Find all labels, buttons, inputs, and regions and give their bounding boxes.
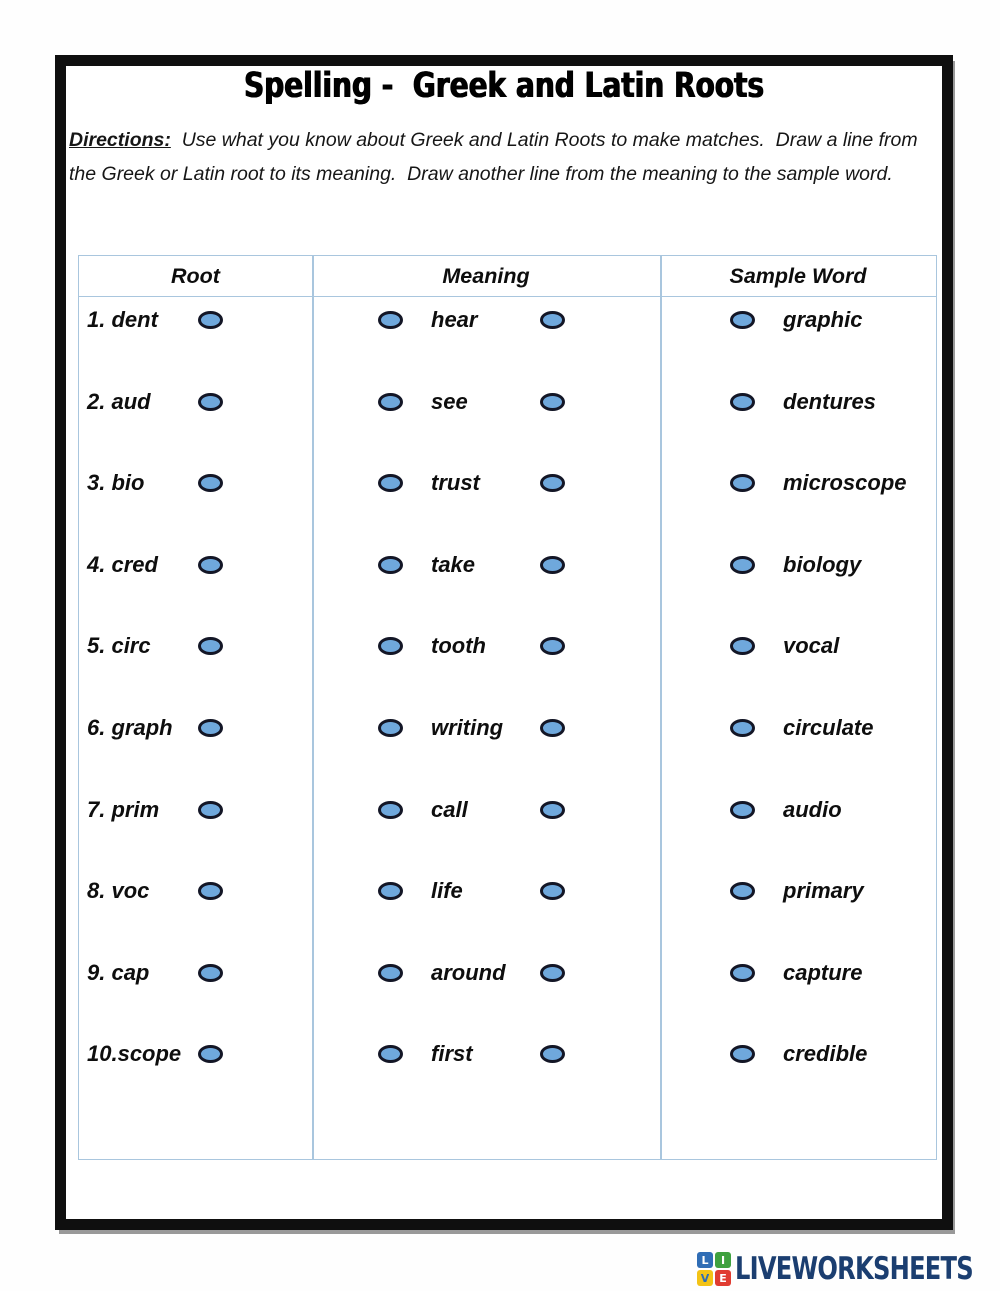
- root-label: 6. graph: [87, 714, 173, 740]
- connector-dot-root[interactable]: [198, 1045, 223, 1063]
- sample-word-label: biology: [783, 551, 862, 577]
- connector-dot-meaning-left[interactable]: [378, 474, 403, 492]
- connector-dot-meaning-left[interactable]: [378, 637, 403, 655]
- sample-word-label: audio: [783, 796, 842, 822]
- table-row: [79, 298, 936, 380]
- connector-dot-meaning-right[interactable]: [540, 719, 565, 737]
- connector-dot-meaning-right[interactable]: [540, 393, 565, 411]
- connector-dot-root[interactable]: [198, 637, 223, 655]
- connector-dot-meaning-right[interactable]: [540, 474, 565, 492]
- header-root: Root: [171, 264, 220, 288]
- connector-dot-sample[interactable]: [730, 719, 755, 737]
- meaning-label: trust: [431, 470, 480, 496]
- logo-tile-i: I: [715, 1252, 731, 1268]
- logo-tile-l: L: [697, 1252, 713, 1268]
- header-meaning: Meaning: [442, 264, 530, 288]
- connector-dot-meaning-left[interactable]: [378, 882, 403, 900]
- connector-dot-root[interactable]: [198, 964, 223, 982]
- sample-word-label: vocal: [783, 633, 840, 659]
- connector-dot-sample[interactable]: [730, 1045, 755, 1063]
- root-label: 8. voc: [87, 878, 150, 904]
- table-row: [79, 461, 936, 543]
- table-row: [79, 543, 936, 625]
- connector-dot-meaning-left[interactable]: [378, 311, 403, 329]
- sample-word-label: microscope: [783, 470, 907, 496]
- connector-dot-sample[interactable]: [730, 637, 755, 655]
- meaning-label: first: [431, 1041, 473, 1067]
- brand-name: LIVEWORKSHEETS: [735, 1251, 973, 1287]
- sample-word-label: capture: [783, 959, 863, 985]
- connector-dot-root[interactable]: [198, 393, 223, 411]
- title-wrap: [55, 66, 953, 106]
- directions-label: Directions:: [69, 129, 171, 151]
- connector-dot-meaning-right[interactable]: [540, 637, 565, 655]
- sample-word-label: circulate: [783, 714, 874, 740]
- header-sample-word: Sample Word: [729, 264, 867, 288]
- directions-text: Use what you know about Greek and Latin Roots to make matches. Draw a line from the Greek or Latin root to its meaning. Draw another line from the meaning to the sample word.: [69, 129, 924, 185]
- connector-dot-meaning-right[interactable]: [540, 882, 565, 900]
- connector-dot-meaning-left[interactable]: [378, 801, 403, 819]
- page-title: Spelling - Greek and Latin Roots: [243, 66, 765, 106]
- root-label: 10.scope: [87, 1041, 182, 1067]
- meaning-label: tooth: [431, 633, 486, 659]
- connector-dot-meaning-right[interactable]: [540, 964, 565, 982]
- meaning-label: writing: [431, 714, 504, 740]
- connector-dot-meaning-left[interactable]: [378, 964, 403, 982]
- connector-dot-meaning-left[interactable]: [378, 719, 403, 737]
- root-label: 1. dent: [87, 307, 158, 332]
- root-label: 2. aud: [87, 388, 151, 414]
- table-row: [79, 1032, 936, 1114]
- connector-dot-root[interactable]: [198, 311, 223, 329]
- table-rows: [79, 298, 936, 1114]
- table-row: [79, 788, 936, 870]
- directions: [69, 123, 935, 191]
- connector-dot-meaning-right[interactable]: [540, 556, 565, 574]
- table-row: [79, 951, 936, 1033]
- logo-tile-v: V: [697, 1270, 713, 1286]
- connector-dot-root[interactable]: [198, 556, 223, 574]
- sample-word-label: dentures: [783, 388, 876, 414]
- table-row: [79, 706, 936, 788]
- connector-dot-sample[interactable]: [730, 311, 755, 329]
- sample-word-label: graphic: [783, 307, 863, 332]
- sample-word-label: primary: [783, 878, 864, 904]
- connector-dot-sample[interactable]: [730, 474, 755, 492]
- meaning-label: hear: [431, 307, 478, 332]
- meaning-label: around: [431, 959, 506, 985]
- meaning-label: take: [431, 551, 476, 577]
- connector-dot-sample[interactable]: [730, 964, 755, 982]
- root-label: 5. circ: [87, 633, 151, 659]
- connector-dot-root[interactable]: [198, 474, 223, 492]
- connector-dot-root[interactable]: [198, 719, 223, 737]
- root-label: 4. cred: [87, 551, 158, 577]
- root-label: 9. cap: [87, 959, 150, 985]
- matching-table: [78, 255, 937, 1160]
- connector-dot-meaning-right[interactable]: [540, 801, 565, 819]
- connector-dot-meaning-right[interactable]: [540, 311, 565, 329]
- sample-word-label: credible: [783, 1041, 868, 1067]
- connector-dot-meaning-left[interactable]: [378, 393, 403, 411]
- connector-dot-root[interactable]: [198, 801, 223, 819]
- meaning-label: see: [431, 388, 468, 414]
- table-row: [79, 869, 936, 951]
- connector-dot-meaning-left[interactable]: [378, 1045, 403, 1063]
- liveworksheets-logo-icon: [697, 1252, 731, 1286]
- table-row: [79, 380, 936, 462]
- root-label: 3. bio: [87, 470, 145, 496]
- logo-tile-e: E: [715, 1270, 731, 1286]
- root-label: 7. prim: [87, 796, 160, 822]
- connector-dot-sample[interactable]: [730, 393, 755, 411]
- table-row: [79, 624, 936, 706]
- connector-dot-meaning-right[interactable]: [540, 1045, 565, 1063]
- connector-dot-meaning-left[interactable]: [378, 556, 403, 574]
- connector-dot-root[interactable]: [198, 882, 223, 900]
- meaning-label: life: [431, 878, 463, 904]
- meaning-label: call: [431, 796, 468, 822]
- table-header-row: [79, 256, 936, 297]
- connector-dot-sample[interactable]: [730, 556, 755, 574]
- connector-dot-sample[interactable]: [730, 882, 755, 900]
- liveworksheets-logo[interactable]: [697, 1251, 1000, 1287]
- connector-dot-sample[interactable]: [730, 801, 755, 819]
